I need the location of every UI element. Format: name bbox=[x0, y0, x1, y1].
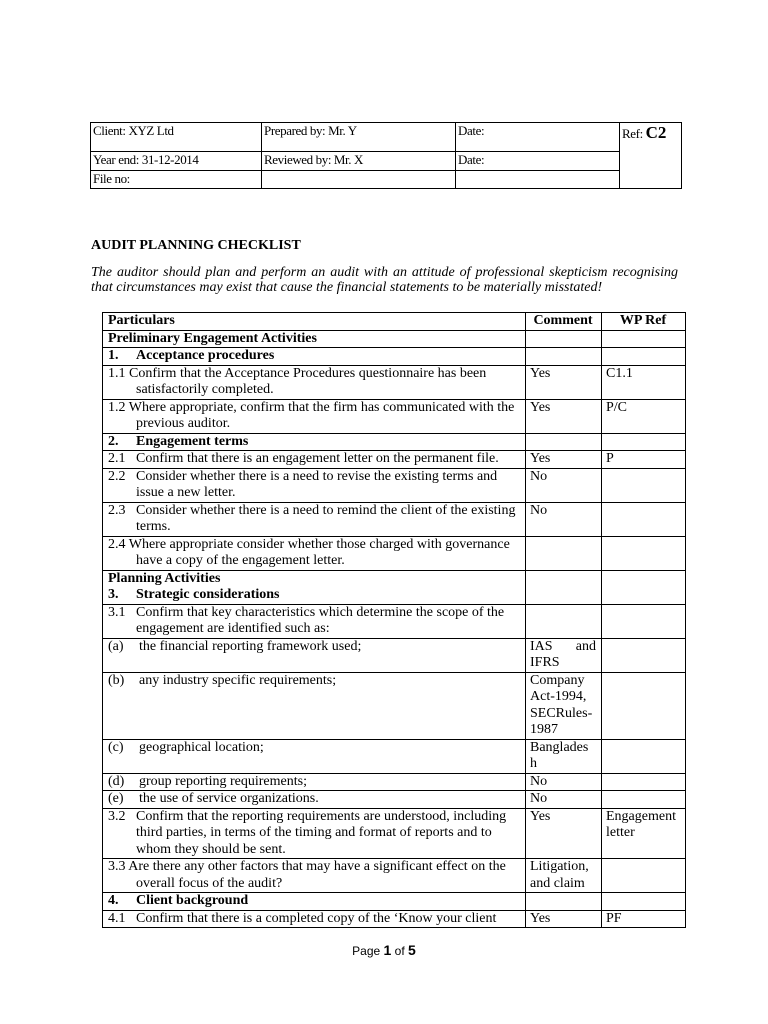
document-title: AUDIT PLANNING CHECKLIST bbox=[91, 238, 301, 253]
comment-cell: Banglades h bbox=[526, 739, 602, 773]
particular-text: 2.2 Consider whether there is a need to revise the existing terms and issue a new letter. bbox=[103, 468, 526, 502]
section-heading: Planning Activities 3. Strategic considerations bbox=[103, 570, 526, 604]
particular-text: (d) group reporting requirements; bbox=[103, 773, 526, 791]
comment-cell: Yes bbox=[526, 399, 602, 433]
page-word: Page bbox=[352, 944, 381, 958]
of-word: of bbox=[394, 944, 405, 958]
intro-paragraph: The auditor should plan and perform an audit with an attitude of professional skepticism recognising that circumstances may exist that cause the financial statements to be materially misstated! bbox=[91, 265, 678, 295]
comment-cell: No bbox=[526, 791, 602, 809]
date-cell-1: Date: bbox=[456, 123, 620, 152]
prepared-by-cell: Prepared by: Mr. Y bbox=[262, 123, 456, 152]
table-row bbox=[103, 808, 686, 859]
particular-text: (c) geographical location; bbox=[103, 739, 526, 773]
table-row bbox=[103, 672, 686, 739]
particular-text: 3.3 Are there any other factors that may have a significant effect on the overall focus of the audit? bbox=[103, 859, 526, 893]
section-row bbox=[103, 570, 686, 604]
comment-cell: Yes bbox=[526, 365, 602, 399]
page-footer bbox=[0, 942, 768, 958]
wp-ref-cell: C1.1 bbox=[602, 365, 686, 399]
comment-cell: Company Act-1994, SECRules- 1987 bbox=[526, 672, 602, 739]
particular-text: 3.2 Confirm that the reporting requirements are understood, including third parties, in terms of the timing and format of reports and to whom they should be sent. bbox=[103, 808, 526, 859]
comment-cell: Yes bbox=[526, 451, 602, 469]
particular-text: 2.4 Where appropriate consider whether those charged with governance have a copy of the engagement letter. bbox=[103, 536, 526, 570]
wp-ref-cell: P bbox=[602, 451, 686, 469]
wp-ref-cell: PF bbox=[602, 910, 686, 928]
particular-text: 1.1 Confirm that the Acceptance Procedures questionnaire has been satisfactorily completed. bbox=[103, 365, 526, 399]
empty-cell bbox=[456, 170, 620, 188]
section-heading: 4. Client background bbox=[103, 893, 526, 911]
table-row bbox=[103, 791, 686, 809]
checklist-table bbox=[102, 312, 686, 928]
comment-cell: No bbox=[526, 468, 602, 502]
particular-text: 1.2 Where appropriate, confirm that the firm has communicated with the previous auditor. bbox=[103, 399, 526, 433]
particular-text: (e) the use of service organizations. bbox=[103, 791, 526, 809]
table-row bbox=[103, 604, 686, 638]
particular-text: 2.3 Consider whether there is a need to remind the client of the existing terms. bbox=[103, 502, 526, 536]
comment-cell: Yes bbox=[526, 910, 602, 928]
section-row bbox=[103, 893, 686, 911]
wp-ref-cell: Engagement letter bbox=[602, 808, 686, 859]
table-row bbox=[103, 739, 686, 773]
col-wp-ref: WP Ref bbox=[602, 313, 686, 331]
particular-text: 2.1 Confirm that there is an engagement letter on the permanent file. bbox=[103, 451, 526, 469]
table-row bbox=[103, 502, 686, 536]
comment-cell: Yes bbox=[526, 808, 602, 859]
empty-cell bbox=[262, 170, 456, 188]
comment-cell: No bbox=[526, 773, 602, 791]
table-header-row bbox=[103, 313, 686, 331]
section-row bbox=[103, 433, 686, 451]
col-comment: Comment bbox=[526, 313, 602, 331]
ref-code: C2 bbox=[645, 123, 667, 142]
client-cell: Client: XYZ Ltd bbox=[91, 123, 262, 152]
comment-cell: No bbox=[526, 502, 602, 536]
date-cell-2: Date: bbox=[456, 152, 620, 170]
ref-label: Ref: bbox=[622, 126, 643, 141]
section-heading: 2. Engagement terms bbox=[103, 433, 526, 451]
table-row bbox=[103, 399, 686, 433]
table-row bbox=[103, 451, 686, 469]
ref-cell bbox=[620, 123, 682, 189]
table-row bbox=[103, 365, 686, 399]
header-info-table bbox=[90, 122, 682, 189]
file-no-cell: File no: bbox=[91, 170, 262, 188]
table-row bbox=[103, 638, 686, 672]
page-total: 5 bbox=[408, 942, 416, 958]
section-row bbox=[103, 330, 686, 348]
table-row bbox=[103, 910, 686, 928]
section-heading: 1. Acceptance procedures bbox=[103, 348, 526, 366]
particular-text: 4.1 Confirm that there is a completed copy of the ‘Know your client bbox=[103, 910, 526, 928]
reviewed-by-cell: Reviewed by: Mr. X bbox=[262, 152, 456, 170]
wp-ref-cell: P/C bbox=[602, 399, 686, 433]
col-particulars: Particulars bbox=[103, 313, 526, 331]
comment-cell: Litigation, and claim bbox=[526, 859, 602, 893]
particular-text: (b) any industry specific requirements; bbox=[103, 672, 526, 739]
particular-text: 3.1 Confirm that key characteristics which determine the scope of the engagement are identified such as: bbox=[103, 604, 526, 638]
year-end-cell: Year end: 31-12-2014 bbox=[91, 152, 262, 170]
particular-text: (a) the financial reporting framework used; bbox=[103, 638, 526, 672]
table-row bbox=[103, 468, 686, 502]
table-row bbox=[103, 773, 686, 791]
table-row bbox=[103, 536, 686, 570]
section-heading: Preliminary Engagement Activities bbox=[103, 330, 526, 348]
section-row bbox=[103, 348, 686, 366]
table-row bbox=[103, 859, 686, 893]
page-number: 1 bbox=[383, 942, 392, 958]
comment-cell: IAS and IFRS bbox=[526, 638, 602, 672]
